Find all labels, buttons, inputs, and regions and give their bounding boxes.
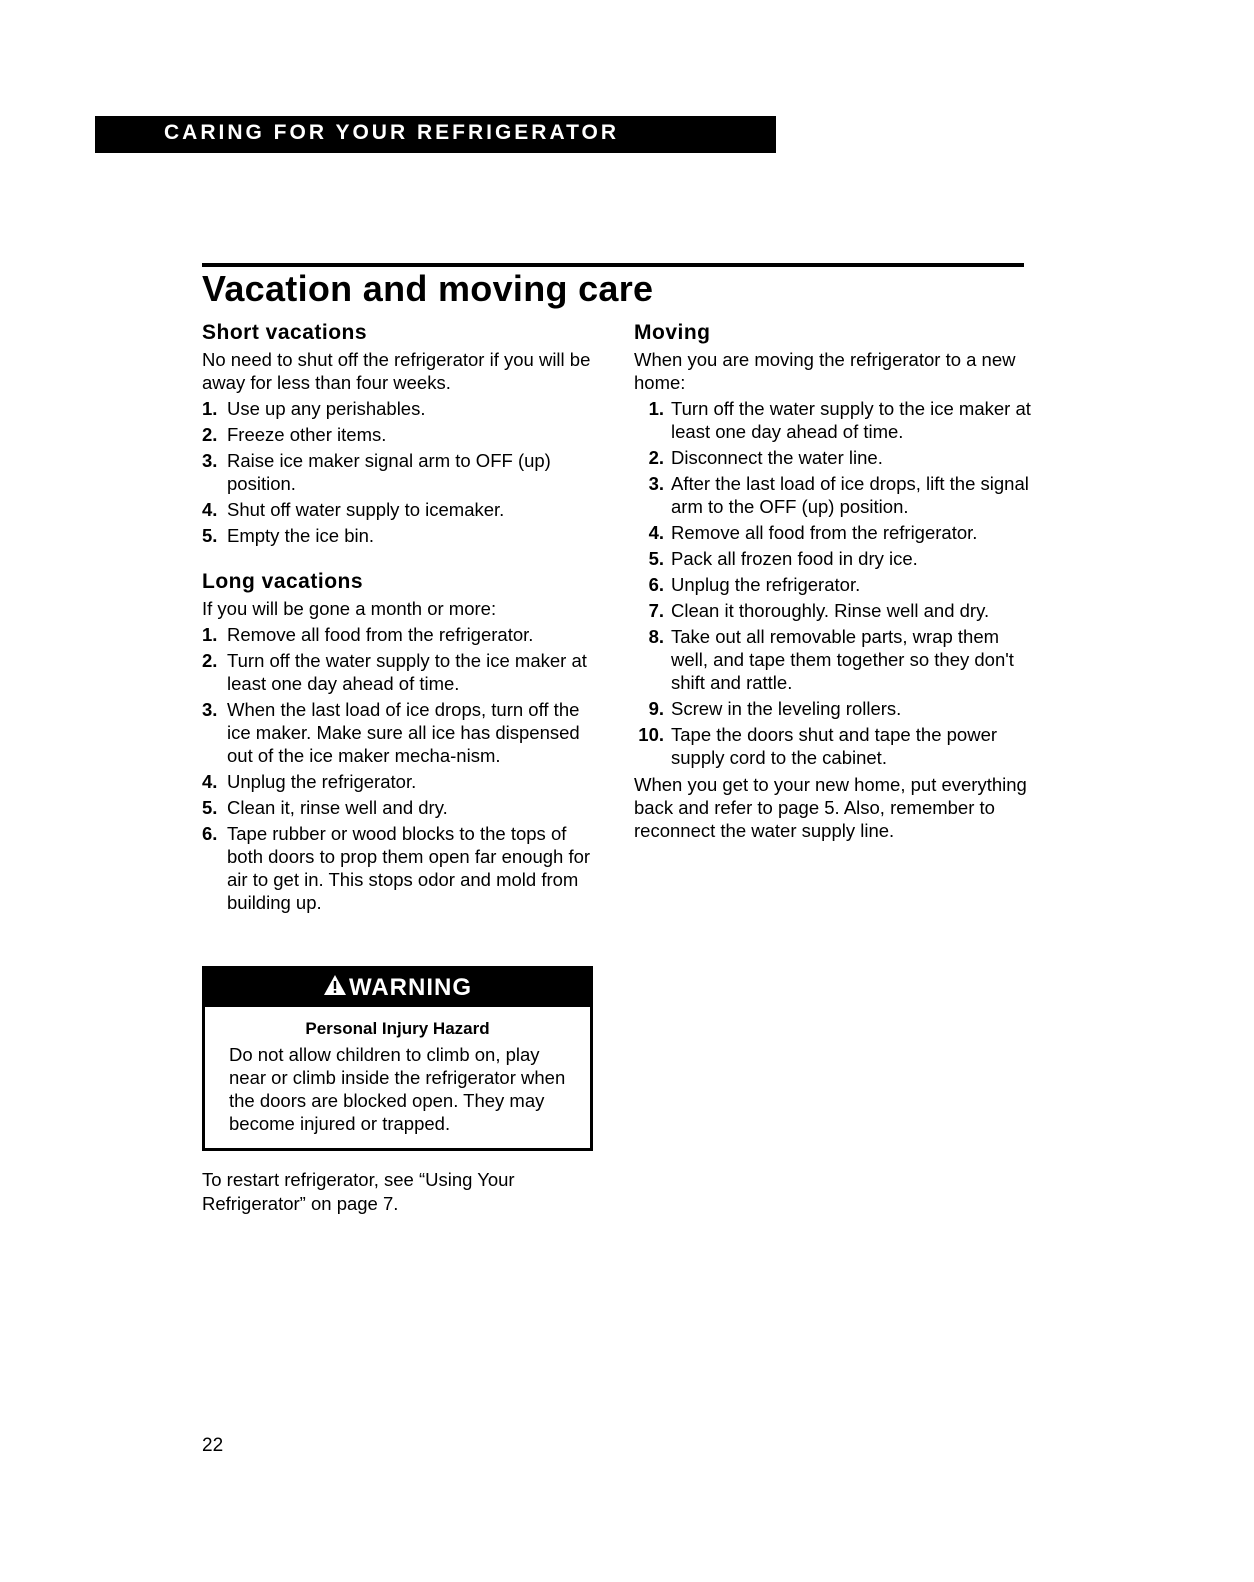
- item-text: Shut off water supply to icemaker.: [227, 499, 505, 520]
- list-item: [202, 524, 602, 547]
- item-number: 1.: [202, 398, 218, 419]
- list-item: [634, 472, 1034, 518]
- list-item: [202, 449, 602, 495]
- warning-subtitle: Personal Injury Hazard: [305, 1019, 490, 1038]
- warning-label: WARNING: [349, 974, 472, 1001]
- short-vacations-heading: Short vacations: [202, 321, 368, 344]
- list-item: [634, 599, 1034, 622]
- item-number: 3.: [648, 473, 664, 494]
- item-text: Use up any perishables.: [227, 398, 426, 419]
- item-number: 6.: [202, 823, 218, 844]
- moving-outro: When you get to your new home, put everything back and refer to page 5. Also, remember to reconnect the water supply line.: [634, 774, 1027, 841]
- list-item: [634, 397, 1034, 443]
- left-column: [202, 318, 602, 914]
- warning-body: Do not allow children to climb on, play near or climb inside the refrigerator when the doors are blocked open. They may become injured or trapped.: [229, 1044, 566, 1134]
- item-number: 1.: [202, 624, 218, 645]
- list-item: [202, 822, 602, 914]
- item-number: 2.: [202, 650, 218, 671]
- section-header-label: CARING FOR YOUR REFRIGERATOR: [164, 121, 620, 144]
- item-number: 5.: [648, 548, 664, 569]
- item-text: Freeze other items.: [227, 424, 387, 445]
- item-number: 2.: [648, 447, 664, 468]
- list-item: [202, 698, 602, 767]
- item-text: Disconnect the water line.: [671, 447, 883, 468]
- item-number: 6.: [648, 574, 664, 595]
- item-number: 4.: [202, 499, 218, 520]
- list-item: [634, 446, 1034, 469]
- section-header-bar: [95, 116, 776, 153]
- item-number: 8.: [648, 626, 664, 647]
- title-rule: [202, 263, 1024, 267]
- item-text: Tape rubber or wood blocks to the tops of both doors to prop them open far enough for air to get in. This stops odor and mold from building up.: [227, 823, 591, 913]
- item-number: 10.: [638, 724, 664, 745]
- list-item: [634, 521, 1034, 544]
- item-text: Remove all food from the refrigerator.: [671, 522, 978, 543]
- item-text: Clean it thoroughly. Rinse well and dry.: [671, 600, 990, 621]
- list-item: [202, 623, 602, 646]
- item-text: Empty the ice bin.: [227, 525, 375, 546]
- item-text: Raise ice maker signal arm to OFF (up) position.: [227, 450, 551, 494]
- page-number: 22: [202, 1435, 224, 1456]
- list-item: [634, 573, 1034, 596]
- list-item: [202, 498, 602, 521]
- item-text: Take out all removable parts, wrap them well, and tape them together so they don't shift and rattle.: [671, 626, 1014, 693]
- page-title: Vacation and moving care: [202, 268, 654, 309]
- item-text: Screw in the leveling rollers.: [671, 698, 902, 719]
- item-number: 2.: [202, 424, 218, 445]
- list-item: [202, 423, 602, 446]
- restart-note: To restart refrigerator, see “Using Your Refrigerator” on page 7.: [202, 1169, 515, 1214]
- list-item: [634, 547, 1034, 570]
- item-text: Remove all food from the refrigerator.: [227, 624, 534, 645]
- item-text: When the last load of ice drops, turn off the ice maker. Make sure all ice has dispensed out of the ice maker mecha-nism.: [227, 699, 580, 766]
- list-item: [202, 397, 602, 420]
- item-number: 1.: [648, 398, 664, 419]
- long-vacations-list: [202, 623, 602, 914]
- long-vacations-heading: Long vacations: [202, 570, 364, 593]
- warning-box: [202, 966, 593, 1151]
- moving-list: [634, 397, 1034, 769]
- warning-triangle-icon: [323, 970, 347, 1008]
- list-item: [202, 796, 602, 819]
- item-text: Tape the doors shut and tape the power supply cord to the cabinet.: [671, 724, 998, 768]
- moving-heading: Moving: [634, 321, 711, 344]
- list-item: [634, 697, 1034, 720]
- right-column: [634, 318, 1034, 842]
- moving-intro: When you are moving the refrigerator to a new home:: [634, 349, 1016, 393]
- short-vacations-intro: No need to shut off the refrigerator if you will be away for less than four weeks.: [202, 349, 591, 393]
- item-text: Unplug the refrigerator.: [671, 574, 861, 595]
- item-number: 3.: [202, 699, 218, 720]
- warning-header: [205, 969, 590, 1007]
- list-item: [634, 723, 1034, 769]
- item-number: 3.: [202, 450, 218, 471]
- list-item: [202, 770, 602, 793]
- long-vacations-intro: If you will be gone a month or more:: [202, 598, 497, 619]
- short-vacations-list: [202, 397, 602, 547]
- list-item: [634, 625, 1034, 694]
- item-text: Unplug the refrigerator.: [227, 771, 417, 792]
- item-number: 4.: [648, 522, 664, 543]
- item-text: After the last load of ice drops, lift the signal arm to the OFF (up) position.: [671, 473, 1029, 517]
- item-number: 7.: [648, 600, 664, 621]
- item-number: 5.: [202, 797, 218, 818]
- item-text: Clean it, rinse well and dry.: [227, 797, 448, 818]
- item-number: 5.: [202, 525, 218, 546]
- item-text: Turn off the water supply to the ice maker at least one day ahead of time.: [227, 650, 587, 694]
- item-number: 4.: [202, 771, 218, 792]
- list-item: [202, 649, 602, 695]
- item-number: 9.: [648, 698, 664, 719]
- item-text: Turn off the water supply to the ice maker at least one day ahead of time.: [671, 398, 1031, 442]
- item-text: Pack all frozen food in dry ice.: [671, 548, 918, 569]
